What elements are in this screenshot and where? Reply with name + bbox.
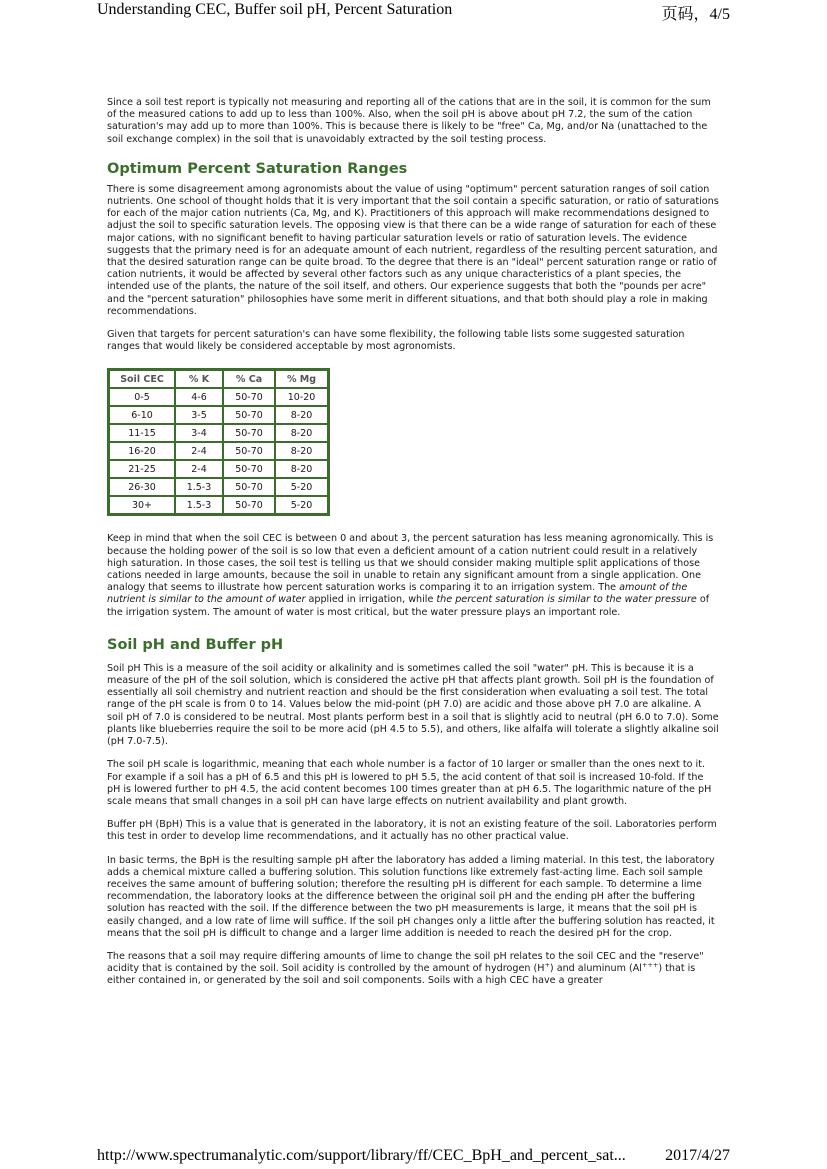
table-cell: 16-20 [109, 442, 175, 460]
paragraph: The soil pH scale is logarithmic, meaning that each whole number is a factor of 10 larger or smaller than the ones next to it. For example if a soil has a pH of 6.5 and this pH is lowered to pH 5.5, the acid content of that soil is increased 10-fold. If the pH is lowered further to pH 4.5, the acid content becomes 100 times greater than at pH 6.5. The logarithmic nature of the pH scale means that small changes in a soil pH can have large effects on nutrient availability and plant growth. [107, 759, 712, 807]
table-row [109, 496, 328, 514]
column-header: Soil CEC [109, 370, 175, 388]
column-header: % Mg [275, 370, 328, 388]
column-header: % Ca [223, 370, 275, 388]
table-cell: 50-70 [223, 424, 275, 442]
table-cell: 8-20 [275, 460, 328, 478]
table-row [109, 424, 328, 442]
table-cell: 50-70 [223, 496, 275, 514]
table-cell: 2-4 [175, 442, 223, 460]
table-cell: 3-4 [175, 424, 223, 442]
table-cell: 50-70 [223, 460, 275, 478]
paragraph: In basic terms, the BpH is the resulting sample pH after the laboratory has added a liming material. In this test, the laboratory adds a chemical mixture called a buffering solution. This solution functions like extremely fast-acting lime. Each soil sample receives the same amount of buffering solution; therefore the resulting pH is different for each sample. To determine a lime recommendation, the laboratory looks at the difference between the original soil pH and the ending pH after the buffering solution has reacted with the soil. If the difference between the two pH measurements is large, it means that the soil pH is easily changed, and a low rate of lime will suffice. If the soil pH changes only a little after the buffering solution has reacted, it means that the soil pH is difficult to change and a larger lime addition is needed to reach the desired pH for the crop. [107, 854, 715, 939]
table-cell: 8-20 [275, 406, 328, 424]
section-heading-ph: Soil pH and Buffer pH [107, 636, 284, 653]
column-header: % K [175, 370, 223, 388]
print-header-title: Understanding CEC, Buffer soil pH, Percent Saturation [97, 1, 453, 18]
table-cell: 6-10 [109, 406, 175, 424]
table-row [109, 406, 328, 424]
paragraph: There is some disagreement among agronomists about the value of using "optimum" percent saturation ranges of soil cation nutrients. One school of thought holds that it is very important that the soil contain a specific saturation, or ratio of saturations for each of the major cation nutrients (Ca, Mg, and K). Practitioners of this approach will make recommendations designed to adjust the soil to specific saturation levels. The opposing view is that there can be a wide range of saturation for each of these major cations, with no significant benefit to having particular saturation levels or ratio of saturation levels. The evidence suggests that the primary need is for an adequate amount of each nutrient, regardless of the resulting percent saturation, and that the desired saturation range can be quite broad. To the degree that there is an "ideal" percent saturation range or ratio of cation nutrients, it would be affected by several other factors such as any unique characteristics of a plant species, the intended use of the plants, the nature of the soil itself, and others. Our experience suggests that both the "pounds per acre" and the "percent saturation" philosophies have some merit in different situations, and that both should play a role in making recommendations. [107, 183, 719, 317]
table-cell: 1.5-3 [175, 496, 223, 514]
paragraph: Buffer pH (BpH) This is a value that is generated in the laboratory, it is not an existing feature of the soil. Laboratories perform this test in order to develop lime recommendations, and it actually has no other practical value. [107, 819, 717, 843]
table-cell: 8-20 [275, 424, 328, 442]
print-header-page: 页码，4/5 [661, 6, 730, 23]
table-cell: 0-5 [109, 388, 175, 406]
table-cell: 1.5-3 [175, 478, 223, 496]
table-cell: 5-20 [275, 478, 328, 496]
table-row [109, 388, 328, 406]
table-cell: 50-70 [223, 478, 275, 496]
table-header-row [109, 370, 328, 388]
table-row [109, 442, 328, 460]
article-content [107, 97, 719, 988]
table-cell: 21-25 [109, 460, 175, 478]
intro-paragraph: Since a soil test report is typically not measuring and reporting all of the cations that are in the soil, it is common for the sum of the measured cations to add up to less than 100%. Also, when the soil pH is above about pH 7.2, the sum of the cation saturation's may add up to more than 100%. This is because there is likely to be "free" Ca, Mg, and/or Na (unattached to the soil exchange complex) in the soil that is unavoidably extracted by the soil testing process. [107, 97, 711, 145]
paragraph: Given that targets for percent saturation's can have some flexibility, the following table lists some suggested saturation ranges that would likely be considered acceptable by most agronomists. [107, 329, 685, 353]
table-cell: 30+ [109, 496, 175, 514]
print-footer-url: http://www.spectrumanalytic.com/support/library/ff/CEC_BpH_and_percent_sat... [97, 1147, 626, 1164]
table-row [109, 478, 328, 496]
table-cell: 3-5 [175, 406, 223, 424]
table-cell: 11-15 [109, 424, 175, 442]
table-cell: 50-70 [223, 442, 275, 460]
print-footer-date: 2017/4/27 [665, 1147, 730, 1164]
table-cell: 4-6 [175, 388, 223, 406]
saturation-table [107, 368, 330, 516]
print-header [0, 0, 827, 22]
table-cell: 50-70 [223, 406, 275, 424]
paragraph-acidity: The reasons that a soil may require differing amounts of lime to change the soil pH relates to the soil CEC and the "reserve" acidity that is contained by the soil. Soil acidity is controlled by the amount of hydrogen (H+) and aluminum (Al+++) that is either contained in, or generated by the soil and soil components. Soils with a high CEC have a greater [107, 950, 704, 987]
table-cell: 5-20 [275, 496, 328, 514]
table-cell: 50-70 [223, 388, 275, 406]
table-cell: 10-20 [275, 388, 328, 406]
table-row [109, 460, 328, 478]
section-heading-saturation: Optimum Percent Saturation Ranges [107, 160, 408, 177]
table-cell: 8-20 [275, 442, 328, 460]
paragraph: Soil pH This is a measure of the soil acidity or alkalinity and is sometimes called the soil "water" pH. This is because it is a measure of the pH of the soil solution, which is considered the active pH that affects plant growth. Soil pH is the foundation of essentially all soil chemistry and nutrient reaction and should be the first consideration when evaluating a soil test. The total range of the pH scale is from 0 to 14. Values below the mid-point (pH 7.0) are acidic and those above pH 7.0 are alkaline. A soil pH of 7.0 is considered to be neutral. Most plants perform best in a soil that is slightly acid to neutral (pH 6.0 to 7.0). Some plants like blueberries require the soil to be more acid (pH 4.5 to 5.5), and others, like alfalfa will tolerate a slightly alkaline soil (pH 7.0-7.5). [107, 662, 719, 748]
paragraph-irrigation-analogy: Keep in mind that when the soil CEC is between 0 and about 3, the percent saturation has less meaning agronomically. This is because the holding power of the soil is so low that even a deficient amount of a cation nutrient could result in a relatively high saturation. In those cases, the soil test is telling us that we should consider making multiple split applications of those cations needed in large amounts, because the soil in unable to retain any significant amount from a single application. One analogy that seems to illustrate how percent saturation works is comparing it to an irrigation system. The amount of the nutrient is similar to the amount of water applied in irrigation, while the percent saturation is similar to the water pressure of the irrigation system. The amount of water is most critical, but the water pressure plays an important role. [107, 533, 714, 618]
print-footer [0, 1147, 827, 1167]
table-cell: 2-4 [175, 460, 223, 478]
table-cell: 26-30 [109, 478, 175, 496]
